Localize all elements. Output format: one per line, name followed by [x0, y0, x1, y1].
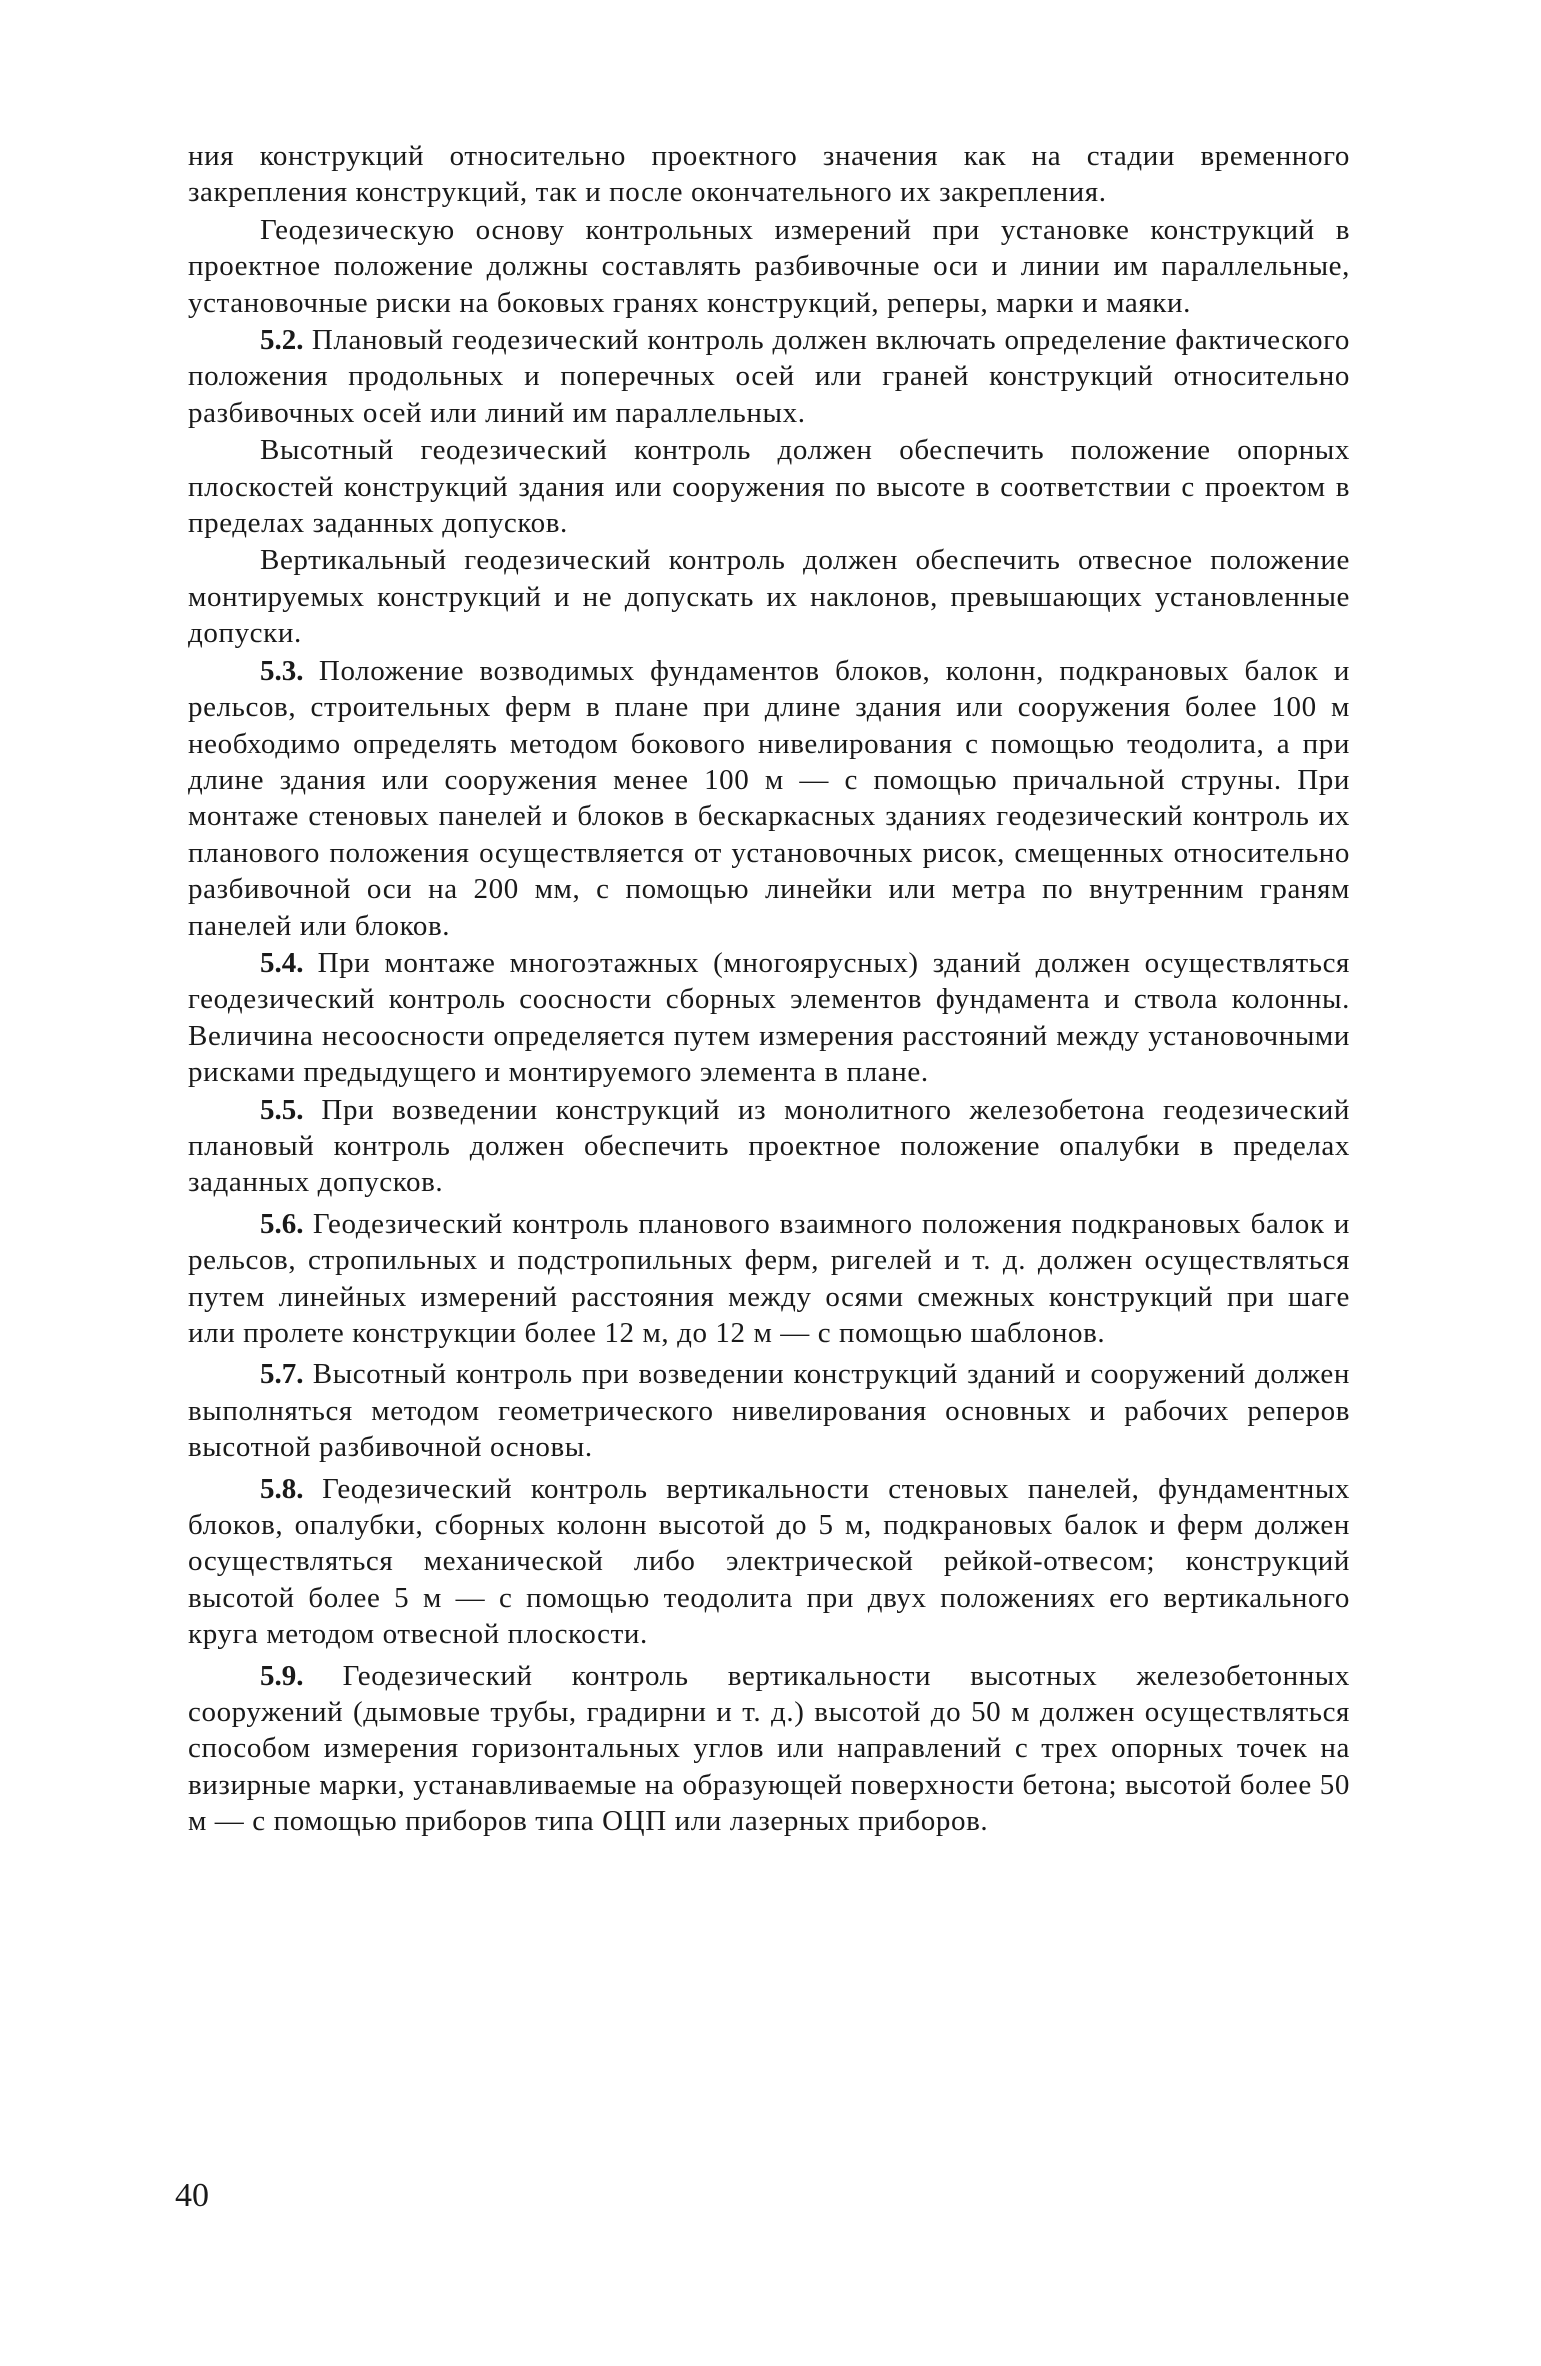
- paragraph-text: Высотный контроль при возведении конструкций зданий и сооружений должен выполняться методом геометрического нивелирования основных и рабочих реперов высотной разбивочной основы.: [188, 1358, 1350, 1464]
- paragraph-geodetic-basis: [188, 212, 1350, 321]
- paragraph-5-9: [188, 1658, 1350, 1840]
- clause-number: 5.9.: [260, 1659, 304, 1692]
- paragraph-5-2: [188, 322, 1350, 431]
- clause-number: 5.7.: [260, 1358, 304, 1391]
- paragraph-5-8: [188, 1471, 1350, 1653]
- paragraph-text: Геодезический контроль планового взаимного положения подкрановых балок и рельсов, стропильных и подстропильных ферм, ригелей и т. д. должен осуществляться путем линейных измерений расстояния между осями смежных конструкций при шаге или пролете конструкции более 12 м, до 12 м — с помощью шаблонов.: [188, 1207, 1350, 1349]
- paragraph-text: Вертикальный геодезический контроль должен обеспечить отвесное положение монтируемых конструкций и не допускать их наклонов, превышающих установленные допуски.: [188, 544, 1350, 650]
- paragraph-text: При монтаже многоэтажных (многоярусных) зданий должен осуществляться геодезический контроль соосности сборных элементов фундамента и ствола колонны. Величина несоосности определяется путем измерения расстояний между установочными рисками предыдущего и монтируемого элемента в плане.: [188, 946, 1350, 1089]
- paragraph-text: Геодезическую основу контрольных измерений при установке конструкций в проектное положение должны составлять разбивочные оси и линии им параллельные, установочные риски на боковых гранях конструкций, реперы, марки и маяки.: [188, 213, 1350, 319]
- paragraph-5-6: [188, 1206, 1350, 1352]
- page-number: 40: [175, 2177, 209, 2214]
- paragraph-5-5: [188, 1092, 1350, 1201]
- paragraph-vertical-control: [188, 542, 1350, 651]
- paragraph-text: При возведении конструкций из монолитного железобетона геодезический плановый контроль должен обеспечить проектное положение опалубки в пределах заданных допусков.: [188, 1093, 1350, 1199]
- paragraph-5-7: [188, 1356, 1350, 1465]
- paragraph-continued: [188, 138, 1350, 211]
- paragraph-text: Плановый геодезический контроль должен включать определение фактического положения продольных и поперечных осей или граней конструкций относительно разбивочных осей или линий им параллельных.: [188, 324, 1350, 429]
- clause-number: 5.6.: [260, 1207, 304, 1240]
- paragraph-text: ния конструкций относительно проектного значения как на стадии временного закрепления конструкций, так и после окончательного их закрепления.: [188, 140, 1350, 209]
- body-text: [188, 138, 1350, 1841]
- clause-number: 5.8.: [260, 1472, 304, 1505]
- clause-number: 5.4.: [260, 946, 304, 979]
- paragraph-5-4: [188, 945, 1350, 1091]
- clause-number: 5.3.: [260, 654, 304, 687]
- paragraph-5-3: [188, 653, 1350, 944]
- paragraph-text: Положение возводимых фундаментов блоков, колонн, подкрановых балок и рельсов, строительных ферм в плане при длине здания или сооружения более 100 м необходимо определять методом бокового нивелирования с помощью теодолита, а при длине здания или сооружения менее 100 м — с помощью причальной струны. При монтаже стеновых панелей и блоков в бескаркасных зданиях геодезический контроль их планового положения осуществляется от установочных рисок, смещенных относительно разбивочной оси на 200 мм, с помощью линейки или метра по внутренним граням панелей или блоков.: [188, 654, 1350, 942]
- paragraph-text: Высотный геодезический контроль должен обеспечить положение опорных плоскостей конструкций здания или сооружения по высоте в соответствии с проектом в пределах заданных допусков.: [188, 434, 1350, 540]
- clause-number: 5.2.: [260, 324, 304, 357]
- paragraph-text: Геодезический контроль вертикальности стеновых панелей, фундаментных блоков, опалубки, сборных колонн высотой до 5 м, подкрановых балок и ферм должен осуществляться механической либо электрической рейкой-отвесом; конструкций высотой более 5 м — с помощью теодолита при двух положениях его вертикального круга методом отвесной плоскости.: [188, 1472, 1350, 1651]
- clause-number: 5.5.: [260, 1093, 304, 1126]
- paragraph-text: Геодезический контроль вертикальности высотных железобетонных сооружений (дымовые трубы, градирни и т. д.) высотой до 50 м должен осуществляться способом измерения горизонтальных углов или направлений с трех опорных точек на визирные марки, устанавливаемые на образующей поверхности бетона; высотой более 50 м — с помощью приборов типа ОЦП или лазерных приборов.: [188, 1659, 1350, 1838]
- paragraph-height-control: [188, 432, 1350, 541]
